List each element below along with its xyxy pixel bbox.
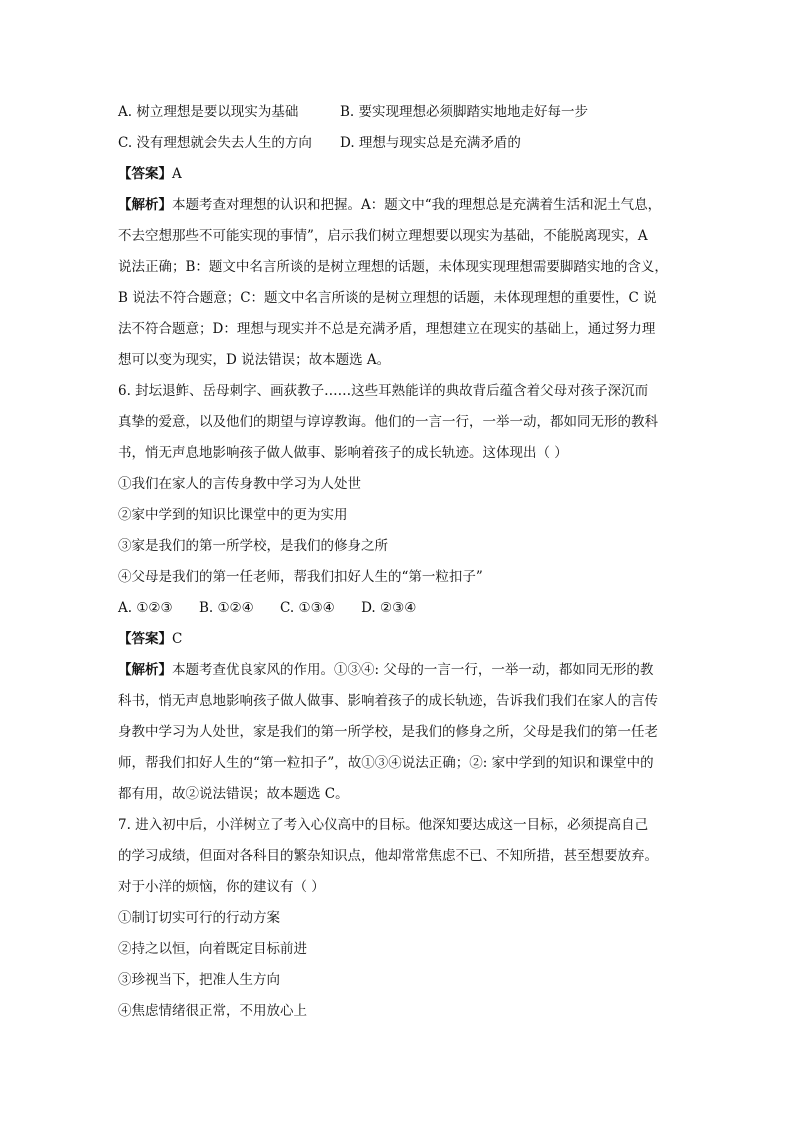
q5-option-c: C. 没有理想就会失去人生的方向 bbox=[118, 135, 312, 151]
q5-analysis-line: 不去空想那些不可能实现的事情”，启示我们树立理想要以现实为基础，不能脱离现实，A bbox=[118, 228, 648, 244]
q6-analysis-line: 师，帮我们扣好人生的“第一粒扣子”，故①③④说法正确；②: 家中学到的知识和课堂中的 bbox=[118, 755, 654, 771]
q6-item: ②家中学到的知识比课堂中的更为实用 bbox=[118, 507, 348, 523]
answer-label: 【答案】 bbox=[118, 166, 172, 182]
answer-value: C bbox=[172, 631, 183, 647]
q6-stem-line: 6. 封坛退鲊、岳母刺字、画荻教子……这些耳熟能详的典故背后蕴含着父母对孩子深沉而 bbox=[118, 383, 649, 399]
q5-option-a: A. 树立理想是要以现实为基础 bbox=[118, 104, 299, 120]
q7-stem-line: 的学习成绩，但面对各科目的繁杂知识点，他却常常焦虑不已、不知所措，甚至想要放弃。 bbox=[118, 848, 658, 864]
analysis-label: 【解析】 bbox=[118, 662, 172, 678]
q6-stem-line: 真挚的爱意，以及他们的期望与谆谆教诲。他们的一言一行，一举一动，都如同无形的教科 bbox=[118, 414, 658, 430]
q5-answer bbox=[118, 159, 680, 190]
q5-analysis-line: 想可以变为现实，D 说法错误；故本题选 A。 bbox=[118, 352, 391, 368]
q6-answer bbox=[118, 624, 680, 655]
q6-analysis-line: 身教中学习为人处世，家是我们的第一所学校，是我们的修身之所，父母是我们的第一任老 bbox=[118, 724, 658, 740]
q6-item: ④父母是我们的第一任老师，帮我们扣好人生的“第一粒扣子” bbox=[118, 569, 483, 585]
q5-analysis-line bbox=[118, 190, 680, 221]
q5-option-b: B. 要实现理想必须脚踏实地地走好每一步 bbox=[340, 104, 589, 120]
q7-item: ②持之以恒，向着既定目标前进 bbox=[118, 941, 307, 957]
answer-value: A bbox=[172, 166, 182, 182]
q6-option-c: C. ①③④ bbox=[280, 600, 335, 616]
q7-item: ①制订切实可行的行动方案 bbox=[118, 910, 280, 926]
q6-option-a: A. ①②③ bbox=[118, 600, 173, 616]
q5-analysis-line: 说法正确；B：题文中名言所谈的是树立理想的话题，未体现实现理想需要脚踏实地的含义， bbox=[118, 259, 668, 275]
q7-item: ④焦虑情绪很正常，不用放心上 bbox=[118, 1003, 307, 1019]
answer-label: 【答案】 bbox=[118, 631, 172, 647]
q6-stem-line: 书，悄无声息地影响孩子做人做事、影响着孩子的成长轨迹。这体现出（ ） bbox=[118, 445, 568, 461]
q6-option-b: B. ①②④ bbox=[198, 600, 254, 616]
q5-options-row-2 bbox=[118, 128, 680, 159]
q7-stem-line: 7. 进入初中后，小洋树立了考入心仪高中的目标。他深知要达成这一目标，必须提高自己 bbox=[118, 817, 649, 833]
analysis-label: 【解析】 bbox=[118, 197, 172, 213]
q6-option-d: D. ②③④ bbox=[361, 600, 417, 616]
q6-item: ③家是我们的第一所学校，是我们的修身之所 bbox=[118, 538, 388, 554]
q6-analysis-line: 都有用，故②说法错误；故本题选 C。 bbox=[118, 786, 349, 802]
q6-item: ①我们在家人的言传身教中学习为人处世 bbox=[118, 476, 361, 492]
q5-options-row-1 bbox=[118, 97, 680, 128]
analysis-text: 本题考查优良家风的作用。①③④: 父母的一言一行，一举一动，都如同无形的教 bbox=[172, 662, 654, 678]
q5-option-d: D. 理想与现实总是充满矛盾的 bbox=[340, 135, 521, 151]
q6-options-row bbox=[118, 593, 680, 624]
q6-analysis-line bbox=[118, 655, 680, 686]
q7-item: ③珍视当下，把准人生方向 bbox=[118, 972, 280, 988]
q5-analysis-line: B 说法不符合题意；C：题文中名言所谈的是树立理想的话题，未体现理想的重要性，C 说 bbox=[118, 290, 657, 306]
analysis-text: 本题考查对理想的认识和把握。A：题文中“我的理想总是充满着生活和泥土气息， bbox=[172, 197, 662, 213]
q7-stem-line: 对于小洋的烦恼，你的建议有（ ） bbox=[118, 879, 325, 895]
q6-analysis-line: 科书，悄无声息地影响孩子做人做事、影响着孩子的成长轨迹，告诉我们我们在家人的言传 bbox=[118, 693, 658, 709]
exam-page bbox=[118, 97, 680, 1027]
q5-analysis-line: 法不符合题意；D：理想与现实并不总是充满矛盾，理想建立在现实的基础上，通过努力理 bbox=[118, 321, 656, 337]
